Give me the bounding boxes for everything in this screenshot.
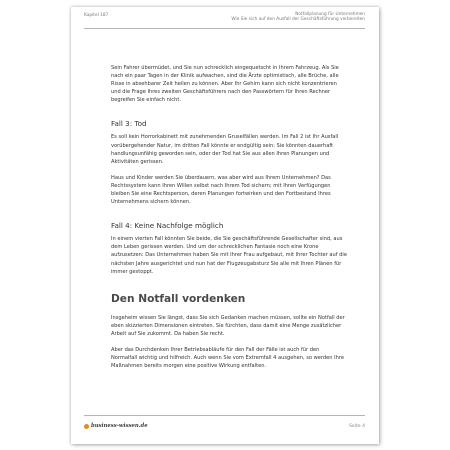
page-number: Seite 4 [348, 424, 365, 429]
document-page [71, 7, 379, 444]
page-content [111, 64, 347, 378]
case3-paragraph-1: Es soll kein Horrorkabinett mit zunehmenden Gruselfällen werden. Im Fall 2 ist Ihr Ausfall vorübergehender Natur, im dritten Fall könnte er endgültig sein: Sie könnten dauerhaft handlungsunfähig geworden sein, oder der Tod hat Sie aus allen Ihren Planungen und Aktivitäten gerissen. [111, 134, 339, 165]
case4-paragraph: In einem vierten Fall könnten Sie beide, die Sie geschäftsführende Gesellschafter sind, aus dem Leben gerissen werden. Und um der schrecklichen Fantasie noch eine Krone aufzusetzen: Das Unternehmen haben Sie mit Ihrer Frau aufgebaut, mit Ihrer Tochter auf die nächsten Jahre ausgerichtet und nun hat der Flugzeugabsturz Sie alle mit Ihren Plänen für immer gestoppt. [111, 236, 347, 275]
header-divider [84, 28, 365, 29]
footer-divider [84, 415, 365, 416]
section-paragraph-2: Aber das Durchdenken Ihrer Betriebsabläufe für den Fall der Fälle ist auch für den Normalfall wichtig und hilfreich. Auch wenn Sie vom Extremfall 4 ausgehen, so werden Ihre Maßnahmen bereits morgen eine positive Wirkung entfalten. [111, 346, 344, 370]
section-paragraph-1: Insgeheim wissen Sie längst, dass Sie sich Gedanken machen müssen, sollte ein Notfall der eben skizzierten Dimensionen eintreten. Sie fürchten, dass damit eine Menge zusätzlicher Arbeit auf Sie zukommt. Da haben Sie recht. [111, 314, 345, 337]
header-subtitle: Wie Sie sich auf den Ausfall der Geschäftsführung vorbereiten [231, 17, 365, 23]
header-title-block [231, 12, 365, 23]
case3-heading: Fall 3: Tod [111, 119, 147, 129]
intro-paragraph: Sein Fahrer übermüdet, und Sie nun schrecklich eingequetscht in Ihrem Fahrzeug. Als Sie nach ein paar Tagen in der Klinik aufwachen, sind die Ärzte optimistisch, alle Brüche, alle Risse in absehbarer Zeit heilen zu können. Aber Ihr Gehirn kann sich nicht konzentrieren und die Frage Ihres zweiten Geschäftsführers nach den Passwörtern für Ihren Rechner begreifen Sie einfach nicht. [111, 65, 339, 104]
header-title: Notfallplanung für Unternehmen [295, 12, 365, 17]
logo-text: business-wissen.de [91, 423, 148, 429]
header-chapter: Kapitel 187 [84, 13, 109, 18]
footer-logo [84, 423, 148, 429]
logo-dot-icon [84, 424, 89, 429]
case4-heading: Fall 4: Keine Nachfolge möglich [111, 221, 224, 231]
section-heading: Den Notfall vordenken [111, 292, 246, 305]
case3-paragraph-2: Haus und Kinder werden Sie überdauern, was aber wird aus Ihrem Unternehmen? Das Rechtssystem kann Ihren Willen selbst nach Ihrem Tod sichern; mit Ihren Verfügungen bleiben Sie eine Rechtsperson, deren Planungen fortwirken und den Fortbestand Ihres Unternehmens sichern können. [111, 174, 331, 206]
